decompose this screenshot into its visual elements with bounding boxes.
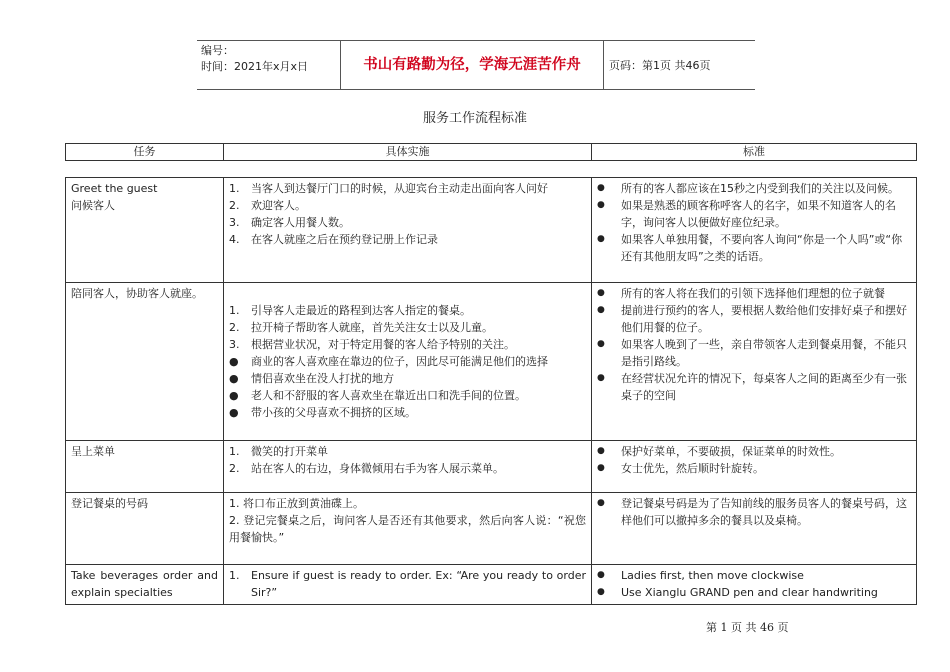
list-item: 2. 拉开椅子帮助客人就座，首先关注女士以及儿童。 <box>229 321 493 334</box>
document-title: 服务工作流程标准 <box>422 111 527 126</box>
list-item: ● 在经营状况允许的情况下，每桌客人之间的距离至少有一张桌子的空间 <box>597 372 907 402</box>
task-cell <box>66 178 224 283</box>
service-table <box>65 177 917 605</box>
column-header-standard: 标准 <box>592 144 917 161</box>
list-item: 2. 欢迎客人。 <box>229 199 306 212</box>
list-item: ● Ladies first, then move clockwise <box>597 569 804 582</box>
list-item: 4. 在客人就座之后在预约登记册上作记录 <box>229 233 438 246</box>
impl-cell <box>224 178 592 283</box>
list-item: ● 情侣喜欢坐在没人打扰的地方 <box>229 372 394 385</box>
task-text: 问候客人 <box>71 199 115 212</box>
doc-time-label: 时间：2021年x月x日 <box>201 60 309 73</box>
list-item: ● Use Xianglu GRAND pen and clear handwriting <box>597 586 878 599</box>
standard-cell <box>592 565 917 605</box>
list-item: ● 如果客人单独用餐，不要向客人询问“你是一个人吗”或“你还有其他朋友吗”之类的话语。 <box>597 233 903 263</box>
table-row <box>66 178 917 283</box>
list-item: 1. 当客人到达餐厅门口的时候，从迎宾台主动走出面向客人问好 <box>229 182 548 195</box>
standard-cell <box>592 441 917 493</box>
table-row <box>66 493 917 565</box>
task-text: 陪同客人，协助客人就座。 <box>71 287 203 300</box>
list-item: ● 所有的客人都应该在15秒之内受到我们的关注以及问候。 <box>597 182 899 195</box>
list-item: ● 提前进行预约的客人，要根据人数给他们安排好桌子和摆好他们用餐的位子。 <box>597 304 907 334</box>
impl-cell <box>224 441 592 493</box>
task-text: 呈上菜单 <box>71 445 115 458</box>
page-header <box>197 40 755 90</box>
table-row <box>66 283 917 441</box>
list-item: 2. 站在客人的右边，身体微倾用右手为客人展示菜单。 <box>229 462 504 475</box>
list-item: ● 保护好菜单，不要破损，保证菜单的时效性。 <box>597 445 841 458</box>
header-meta <box>201 43 308 75</box>
task-text: Greet the guest <box>71 182 158 195</box>
standard-cell <box>592 493 917 565</box>
page-footer: 第 1 页 共 46 页 <box>706 621 789 634</box>
list-item: 1. 将口布正放到黄油碟上。 <box>229 497 364 510</box>
doc-number-label: 编号： <box>201 44 234 57</box>
impl-cell <box>224 565 592 605</box>
task-cell <box>66 565 224 605</box>
list-item: ● 如果客人晚到了一些，亲自带领客人走到餐桌用餐，不能只是指引路线。 <box>597 338 907 368</box>
list-item: ● 登记餐桌号码是为了告知前线的服务员客人的餐桌号码，这样他们可以撤掉多余的餐具以及桌椅。 <box>597 497 907 527</box>
list-item: 3. 确定客人用餐人数。 <box>229 216 350 229</box>
list-item: ● 商业的客人喜欢座在靠边的位子，因此尽可能满足他们的选择 <box>229 355 548 368</box>
list-item: 1. 引导客人走最近的路程到达客人指定的餐桌。 <box>229 304 471 317</box>
header-page-label: 页码：第1页 共46页 <box>609 59 711 72</box>
table-row <box>66 441 917 493</box>
standard-cell <box>592 178 917 283</box>
column-header-task: 任务 <box>66 144 224 161</box>
column-header-impl: 具体实施 <box>224 144 592 161</box>
impl-cell <box>224 283 592 441</box>
list-item: ● 所有的客人将在我们的引领下选择他们理想的位子就餐 <box>597 287 885 300</box>
list-item: ● 带小孩的父母喜欢不拥挤的区域。 <box>229 406 416 419</box>
table-header <box>65 143 917 161</box>
list-item: ● 女士优先，然后顺时针旋转。 <box>597 462 764 475</box>
task-cell <box>66 493 224 565</box>
task-cell <box>66 441 224 493</box>
list-item: 3. 根据营业状况，对于特定用餐的客人给予特别的关注。 <box>229 338 515 351</box>
standard-cell <box>592 283 917 441</box>
header-motto: 书山有路勤为径，学海无涯苦作舟 <box>340 41 604 89</box>
task-text: 登记餐桌的号码 <box>71 497 148 510</box>
task-text: Take beverages order and explain specialties <box>71 569 218 599</box>
impl-cell <box>224 493 592 565</box>
list-item: ● 老人和不舒服的客人喜欢坐在靠近出口和洗手间的位置。 <box>229 389 526 402</box>
list-item: 1. Ensure if guest is ready to order. Ex: “Are you ready to order Sir?” <box>229 569 586 599</box>
list-item: ● 如果是熟悉的顾客称呼客人的名字，如果不知道客人的名字，询问客人以便做好座位纪录。 <box>597 199 896 229</box>
table-row <box>66 565 917 605</box>
task-cell <box>66 283 224 441</box>
list-item: 1. 微笑的打开菜单 <box>229 445 328 458</box>
list-item: 2. 登记完餐桌之后，询问客人是否还有其他要求，然后向客人说：“祝您用餐愉快。” <box>229 514 586 544</box>
